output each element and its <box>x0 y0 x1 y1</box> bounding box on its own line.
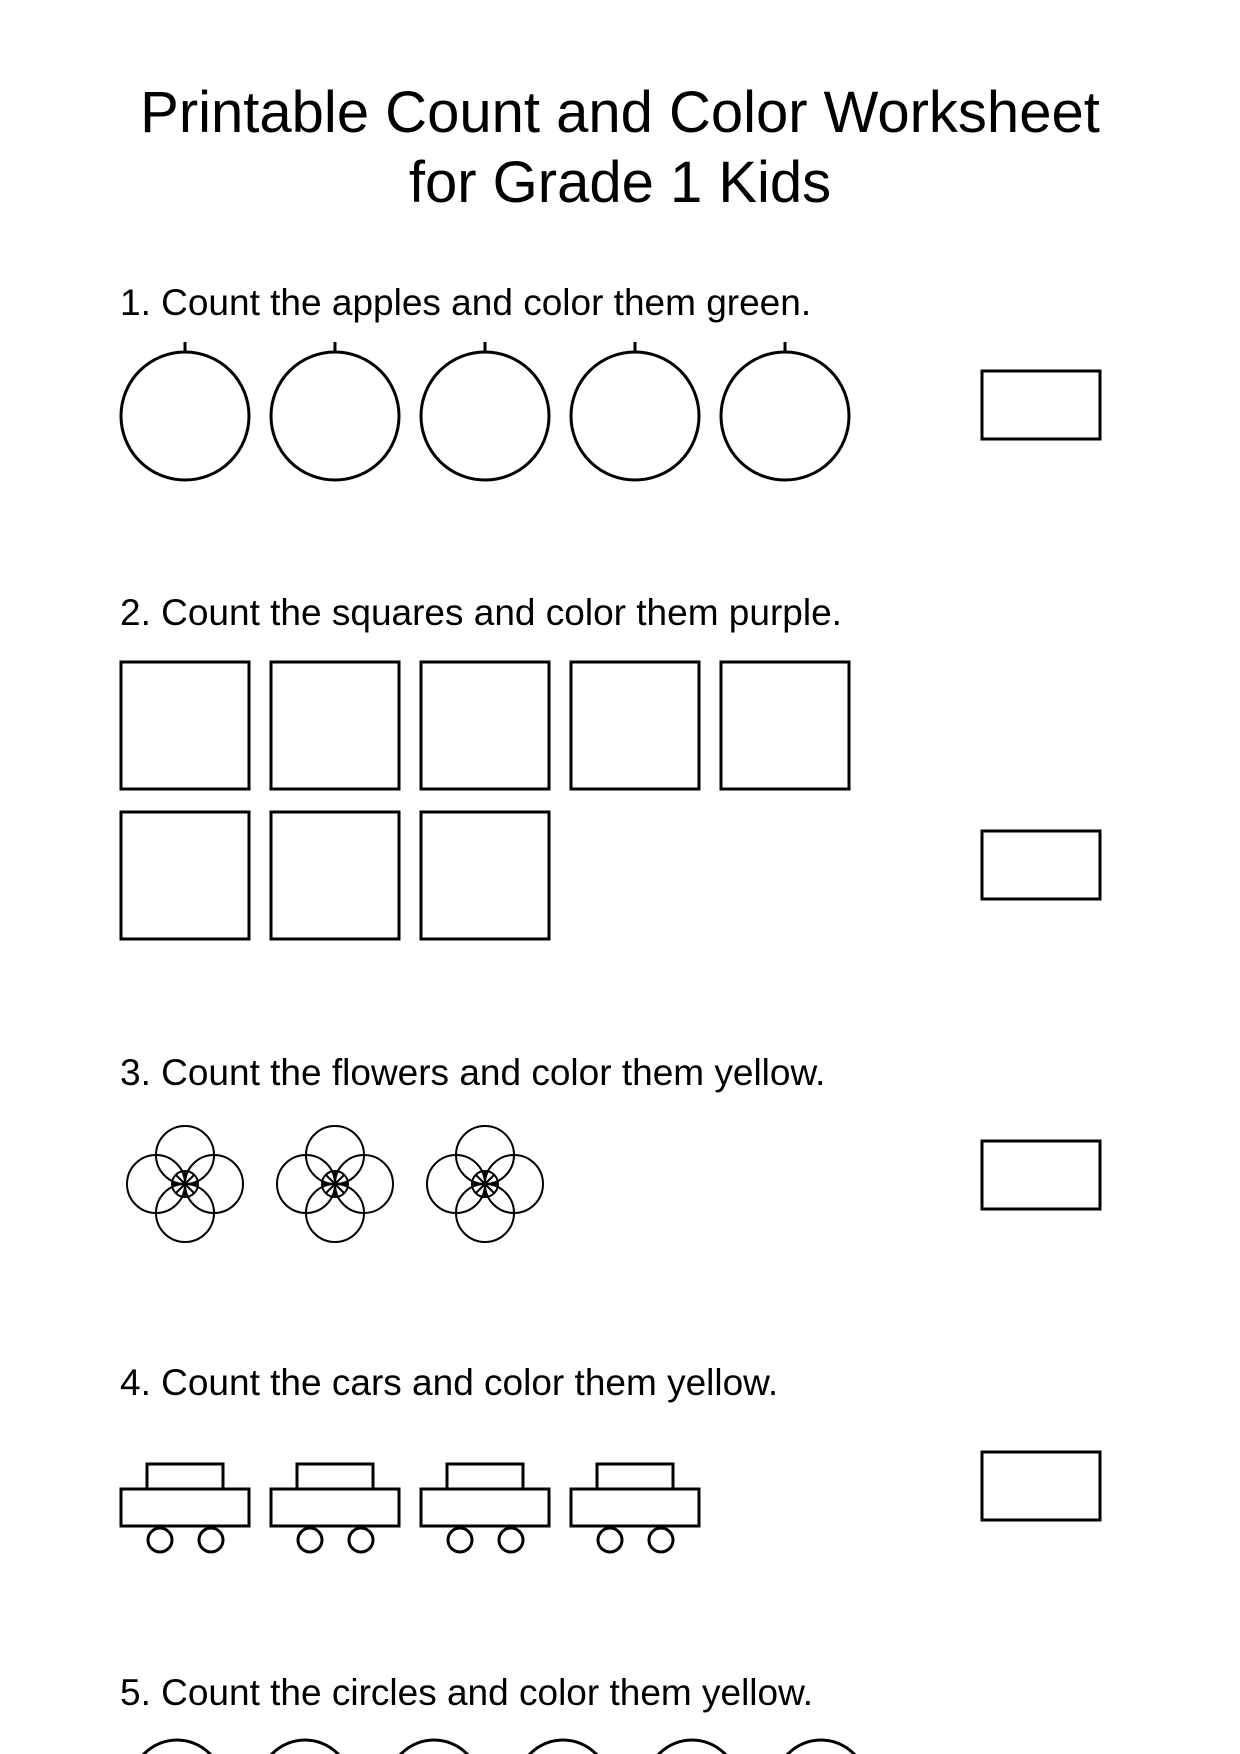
answer-box-3[interactable] <box>982 1141 1100 1209</box>
flower-group <box>127 1126 543 1242</box>
square-shape[interactable] <box>121 662 249 789</box>
circle-shape[interactable] <box>131 1740 223 1754</box>
car-icon[interactable] <box>421 1464 549 1552</box>
square-shape[interactable] <box>421 662 549 789</box>
question-3-text: 3. Count the flowers and color them yellow. <box>120 1052 826 1093</box>
square-shape[interactable] <box>421 812 549 939</box>
answer-box-2[interactable] <box>982 831 1100 899</box>
square-shape[interactable] <box>271 662 399 789</box>
flower-icon[interactable] <box>427 1126 543 1242</box>
question-1-text: 1. Count the apples and color them green. <box>120 282 812 323</box>
circle-shape[interactable] <box>517 1740 609 1754</box>
circle-group <box>131 1740 867 1754</box>
square-group <box>121 662 849 939</box>
square-shape[interactable] <box>721 662 849 789</box>
car-group <box>121 1464 699 1552</box>
square-shape[interactable] <box>571 662 699 789</box>
apple-icon[interactable] <box>421 342 549 480</box>
flower-icon[interactable] <box>127 1126 243 1242</box>
question-5-text: 5. Count the circles and color them yellow. <box>120 1672 814 1713</box>
square-shape[interactable] <box>121 812 249 939</box>
answer-box-4[interactable] <box>982 1452 1100 1520</box>
car-icon[interactable] <box>271 1464 399 1552</box>
apple-icon[interactable] <box>271 342 399 480</box>
title-line-1: Printable Count and Color Worksheet <box>140 80 1100 145</box>
question-2-text: 2. Count the squares and color them purple. <box>120 592 842 633</box>
apple-group <box>121 342 849 480</box>
circle-shape[interactable] <box>388 1740 480 1754</box>
title-line-2: for Grade 1 Kids <box>408 150 832 215</box>
apple-icon[interactable] <box>121 342 249 480</box>
question-4-text: 4. Count the cars and color them yellow. <box>120 1362 779 1403</box>
apple-icon[interactable] <box>571 342 699 480</box>
circle-shape[interactable] <box>259 1740 351 1754</box>
car-icon[interactable] <box>121 1464 249 1552</box>
flower-icon[interactable] <box>277 1126 393 1242</box>
apple-icon[interactable] <box>721 342 849 480</box>
circle-shape[interactable] <box>775 1740 867 1754</box>
square-shape[interactable] <box>271 812 399 939</box>
answer-box-1[interactable] <box>982 371 1100 439</box>
car-icon[interactable] <box>571 1464 699 1552</box>
circle-shape[interactable] <box>646 1740 738 1754</box>
